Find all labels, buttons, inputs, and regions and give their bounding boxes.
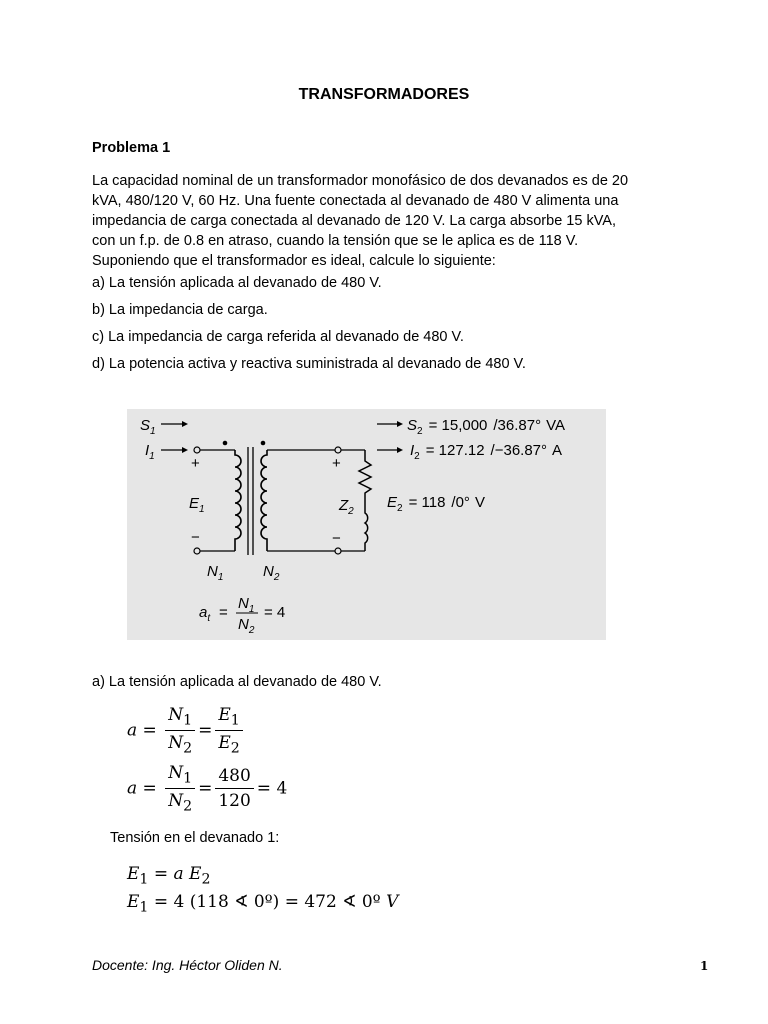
primary-coil xyxy=(235,450,241,551)
problem-heading: Problema 1 xyxy=(92,140,171,156)
transformer-diagram xyxy=(127,409,606,640)
question-d: d) La potencia activa y reactiva suministrada al devanado de 480 V. xyxy=(92,356,526,372)
problem-line: Suponiendo que el transformador es ideal, calcule lo siguiente: xyxy=(92,253,496,269)
primary-top-terminal xyxy=(194,447,200,453)
i2-arrow-head xyxy=(397,447,403,453)
at-result: = 4 xyxy=(264,604,286,621)
at-label: $a_t$ xyxy=(199,604,211,624)
problem-line: La capacidad nominal de un transformador monofásico de dos devanados es de 20 xyxy=(92,173,629,189)
question-b: b) La impedancia de carga. xyxy=(92,302,268,318)
section-a-heading: a) La tensión aplicada al devanado de 480 V. xyxy=(92,674,382,690)
equation-e1-value: $E_1 = 4$ (118 ∢ 0º) = 472 ∢ 0º V xyxy=(127,892,399,916)
e1-label: $E_1$ xyxy=(189,495,205,515)
at-numerator: $N_1$ xyxy=(238,595,255,615)
secondary-dot xyxy=(261,441,266,446)
primary-plus: + xyxy=(191,455,200,472)
at-denominator: $N_2$ xyxy=(238,616,255,636)
question-c: c) La impedancia de carga referida al devanado de 480 V. xyxy=(92,329,464,345)
problem-line: impedancia de carga conectada al devanado de 120 V. La carga absorbe 15 kVA, xyxy=(92,213,616,229)
s2-arrow-head xyxy=(397,421,403,427)
problem-statement xyxy=(92,171,692,271)
equation-e1-formula: $E_1 = a$ $E_2$ xyxy=(127,864,211,888)
secondary-bottom-terminal xyxy=(335,548,341,554)
i1-arrow-head xyxy=(182,447,188,453)
at-equals: = xyxy=(219,604,228,621)
footer-teacher: Docente: Ing. Héctor Oliden N. xyxy=(92,957,283,973)
primary-minus: − xyxy=(191,529,200,546)
n2-label: $N_2$ xyxy=(263,563,280,583)
z2-label: $Z_2$ xyxy=(339,497,354,517)
s2-value: $S_2 = 15,000$ /36.87° VA xyxy=(407,417,565,437)
equation-ratio-value: a = $\frac{N_1}{N_2}$ = $\frac{480}{120}$ = 4 xyxy=(127,763,288,815)
n1-label: $N_1$ xyxy=(207,563,224,583)
primary-dot xyxy=(223,441,228,446)
s1-arrow-head xyxy=(182,421,188,427)
i2-value: $I_2 = 127.12$ /−36.87° A xyxy=(410,442,563,462)
e2-value: $E_2 = 118$ /0° V xyxy=(387,494,485,514)
tension-label: Tensión en el devanado 1: xyxy=(110,830,280,846)
i1-label: $I_1$ xyxy=(145,442,155,462)
secondary-minus: − xyxy=(332,530,341,547)
page-number: 1 xyxy=(700,959,709,973)
equation-ratio-voltages: a = $\frac{N_1}{N_2}$ = $\frac{E_1}{E_2}$ xyxy=(127,705,246,757)
secondary-plus: + xyxy=(332,455,341,472)
page-title: TRANSFORMADORES xyxy=(298,86,470,103)
secondary-coil xyxy=(261,450,267,551)
secondary-top-terminal xyxy=(335,447,341,453)
problem-line: con un f.p. de 0.8 en atraso, cuando la tensión que se le aplica es de 118 V. xyxy=(92,233,579,249)
load-impedance xyxy=(359,450,371,551)
problem-line: kVA, 480/120 V, 60 Hz. Una fuente conectada al devanado de 480 V alimenta una xyxy=(92,193,619,209)
question-a: a) La tensión aplicada al devanado de 480 V. xyxy=(92,275,382,291)
primary-bottom-terminal xyxy=(194,548,200,554)
s1-label: $S_1$ xyxy=(140,417,156,437)
